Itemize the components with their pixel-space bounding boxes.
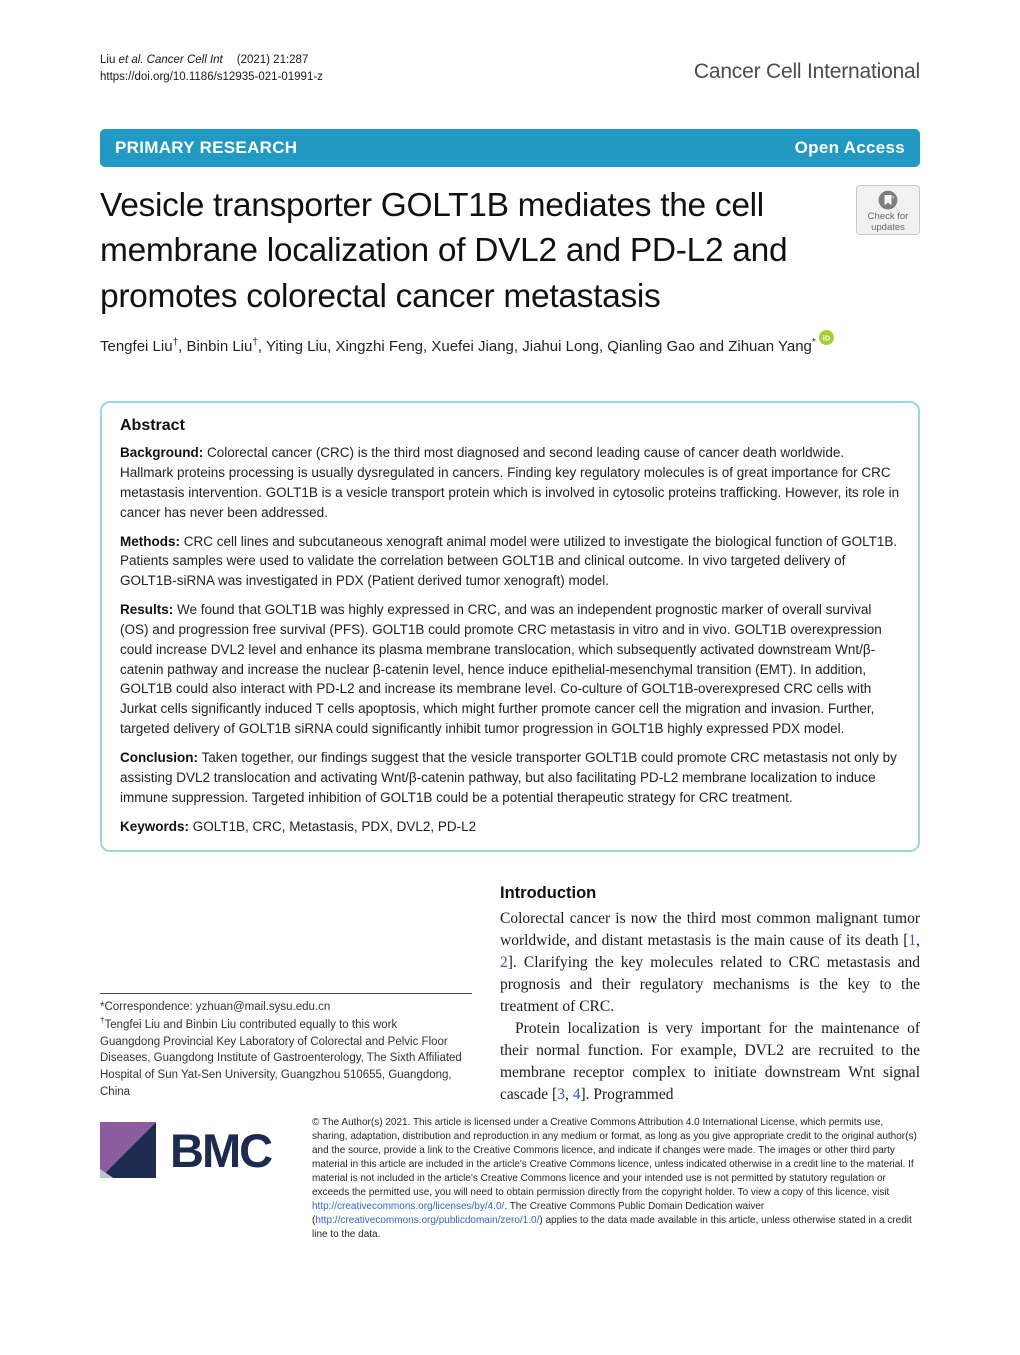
left-column (100, 884, 500, 1100)
section-text: We found that GOLT1B was highly expressed in CRC, and was an independent prognostic marker of overall survival (OS) and progression free survival (PFS). GOLT1B could promote CRC metastasis in vitro and in vivo. GOLT1B overexpression could increase DVL2 level and enhance its plasma membrane translocation, which subsequently activated downstream Wnt/β-catenin pathway and increase the nuclear β-catenin level, hence induce epithelial-mesenchymal transition (EMT). In addition, GOLT1B could also interact with PD-L2 and increase its membrane level. Co-culture of GOLT1B-overexpresed CRC cells with Jurkat cells significantly induced T cells apoptosis, which might further promote cancer cell the migration and invasion. Further, targeted delivery of GOLT1B siRNA could significantly inhibit tumor progression in GOLT1B highly expressed PDX model. (120, 602, 882, 737)
equal-contribution-line (100, 1015, 472, 1034)
abstract-keywords (120, 817, 900, 837)
license-segment: © The Author(s) 2021. This article is licensed under a Creative Commons Attribution 4.0 International License, which permits use, sharing, adaptation, distribution and reproduction in any medium or format, as long as you give appropriate credit to the original author(s) and the source, provide a link to the Creative Commons licence, and indicate if changes were made. The images or other third party material in this article are included in the article's Creative Commons licence, unless indicated otherwise in a credit line to the material. If material is not included in the article's Creative Commons licence and your intended use is not permitted by statutory regulation or exceeds the permitted use, you will need to obtain permission directly from the copyright holder. To view a copy of this licence, visit (312, 1117, 917, 1199)
introduction-section (500, 884, 920, 1106)
svg-text:iD: iD (822, 333, 831, 343)
open-access-label: Open Access (794, 137, 905, 157)
abstract-conclusion (120, 748, 900, 808)
citation-ref-3[interactable]: 3 (557, 1086, 565, 1104)
author: , Binbin Liu (178, 338, 253, 356)
citation-block (100, 52, 323, 87)
section-label: Conclusion: (120, 749, 198, 765)
check-badge-line2: updates (871, 221, 905, 233)
license-segment: . The Creative Commons Public Domain Dedication waiver ( (312, 1201, 765, 1227)
section-text: GOLT1B, CRC, Metastasis, PDX, DVL2, PD-L2 (189, 818, 477, 834)
paragraph-text: ]. Programmed (580, 1086, 674, 1104)
abstract-methods (120, 532, 900, 592)
dagger-mark: † (252, 337, 258, 349)
paragraph-text: ]. Clarifying the key molecules related to CRC metastasis and prognosis and their regulatory mechanisms is the key to the treatment of CRC. (500, 954, 920, 1016)
citation-ref-2[interactable]: 2 (500, 954, 508, 972)
title-row (100, 183, 920, 321)
section-label: Keywords: (120, 818, 190, 834)
introduction-paragraph-1 (500, 908, 920, 1018)
affiliation-line: Guangdong Provincial Key Laboratory of Colorectal and Pelvic Floor Diseases, Guangdong Institute of Gastroenterology, The Sixth Affiliated Hospital of Sun Yat-Sen University, Guangzhou 510655, Guangdong, China (100, 1035, 462, 1098)
paragraph-text: Colorectal cancer is now the third most common malignant tumor worldwide, and distant metastasis is the main cause of its death [ (500, 910, 920, 950)
license-text (312, 1116, 920, 1242)
author: , Yiting Liu, Xingzhi Feng, Xuefei Jiang, Jiahui Long, Qianling Gao and Zihuan Yang (257, 338, 812, 356)
paragraph-text: , (564, 1086, 573, 1104)
license-segment: ) applies to the data made available in this article, unless otherwise stated in a credit line to the data. (312, 1215, 912, 1241)
journal-name: Cancer Cell International (693, 60, 920, 83)
abstract-heading: Abstract (120, 417, 185, 435)
bmc-logo-text: BMC (170, 1123, 272, 1177)
citation-authors: Liu (100, 54, 119, 66)
bmc-logo-mark-icon (100, 1122, 156, 1178)
author: Tengfei Liu (100, 338, 173, 356)
section-label: Results: (120, 602, 174, 618)
section-label: Background: (120, 445, 204, 461)
citation-volume: (2021) 21:287 (236, 54, 309, 66)
article-title: Vesicle transporter GOLT1B mediates the cell membrane localization of DVL2 and PD-L2 and promotes colorectal cancer metastasis (100, 186, 788, 316)
section-text: Colorectal cancer (CRC) is the third most diagnosed and second leading cause of cancer death worldwide. Hallmark proteins processing is usually dysregulated in cancers. Finding key regulatory molecules is of great importance for CRC metastasis intervention. GOLT1B is a vesicle transport protein which is involved in cytosolic proteins trafficking. However, its role in cancer has never been addressed. (120, 445, 900, 520)
citation-journal-abbrev: et al. Cancer Cell Int (118, 54, 223, 66)
check-for-updates-badge[interactable] (856, 185, 920, 235)
abstract-background (120, 443, 900, 522)
introduction-heading: Introduction (500, 884, 597, 903)
paragraph-text: , (916, 932, 920, 950)
body-columns (100, 884, 920, 1104)
doi-text: https://doi.org/10.1186/s12935-021-01991-z (100, 71, 323, 84)
paragraph-text: Protein localization is very important for the maintenance of their normal function. For example, DVL2 are recruited to the membrane receptor complex to initiate downstream Wnt signal cascade [ (500, 1020, 920, 1104)
section-text: Taken together, our findings suggest that the vesicle transporter GOLT1B could promote CRC metastasis not only by assisting DVL2 translocation and activating Wnt/β-catenin pathway, but also facilitating PD-L2 membrane localization to induce immune suppression. Targeted inhibition of GOLT1B could be a potential therapeutic strategy for CRC treatment. (120, 749, 897, 805)
abstract-results (120, 600, 900, 739)
introduction-paragraph-2 (500, 1018, 920, 1106)
page-header (100, 52, 920, 87)
article-type-label: PRIMARY RESEARCH (115, 137, 298, 157)
cc-zero-link[interactable]: http://creativecommons.org/publicdomain/zero/1.0/ (315, 1215, 540, 1227)
equal-contribution-text: Tengfei Liu and Binbin Liu contributed equally to this work (104, 1019, 398, 1031)
dagger-mark: † (100, 1016, 105, 1026)
check-badge-line1: Check for (867, 210, 909, 222)
orcid-icon[interactable] (819, 330, 834, 349)
citation-line (100, 52, 323, 69)
author-list (100, 330, 920, 355)
asterisk-mark: * (811, 337, 816, 349)
right-column (500, 884, 920, 1104)
abstract-box (100, 401, 920, 852)
page-footer (100, 1116, 920, 1242)
correspondence-line: *Correspondence: yzhuan@mail.sysu.edu.cn (100, 1000, 331, 1013)
section-text: CRC cell lines and subcutaneous xenograft animal model were utilized to investigate the biological function of GOLT1B. Patients samples were used to validate the correlation between GOLT1B and clinical outcome. In vivo targeted delivery of GOLT1B-siRNA was investigated in PDX (Patient derived tumor xenograft) model. (120, 533, 898, 589)
citation-ref-4[interactable]: 4 (572, 1086, 581, 1104)
bmc-logo (100, 1116, 312, 1178)
article-type-banner (100, 129, 920, 167)
citation-ref-1[interactable]: 1 (908, 932, 917, 950)
section-label: Methods: (120, 533, 180, 549)
crossmark-icon (875, 189, 901, 211)
dagger-mark: † (172, 337, 179, 349)
cc-by-link[interactable]: http://creativecommons.org/licenses/by/4.0/ (312, 1201, 505, 1213)
footnote-block (100, 993, 472, 1101)
